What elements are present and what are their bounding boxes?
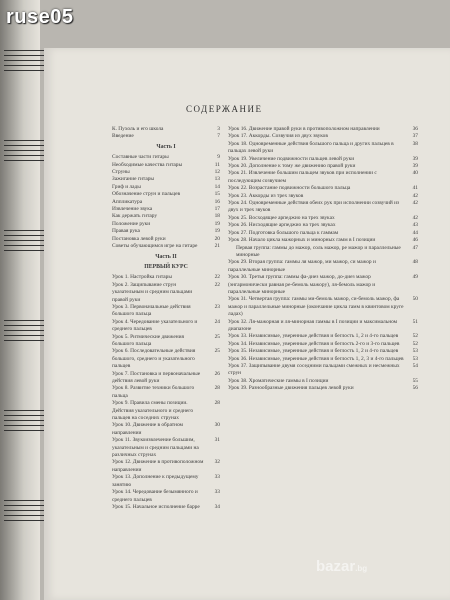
toc-entry <box>112 504 220 511</box>
toc-entry <box>112 154 220 161</box>
music-staff <box>4 230 48 252</box>
toc-entry-page: 19 <box>214 228 220 235</box>
toc-entry <box>228 170 418 185</box>
toc-entry-title: Обозначение струн и пальцев <box>112 191 181 198</box>
toc-entry <box>112 206 220 213</box>
toc-entry-page: 3 <box>217 126 220 132</box>
toc-entry-page: 32 <box>214 459 220 466</box>
toc-entry-page: 39 <box>412 163 418 170</box>
music-staff <box>4 500 48 522</box>
toc-entry <box>112 191 220 198</box>
toc-entry-title: Урок 27. Подготовка большого пальца к гаммам <box>228 229 339 236</box>
toc-entry-title: Извлечение звука <box>112 206 153 213</box>
toc-entry-title: Положение руки <box>112 220 151 227</box>
toc-entry-title: Зажигание гитары <box>112 176 155 183</box>
toc-entry-page: 19 <box>214 220 220 227</box>
toc-entry <box>112 126 220 133</box>
toc-entry-title: Составные части гитары <box>112 154 169 161</box>
toc-entry <box>228 333 418 340</box>
toc-entry-title: Урок 10. Движение в обратном направлении <box>112 422 183 436</box>
music-staff <box>4 140 48 162</box>
toc-entry <box>112 474 220 489</box>
toc-entry-title: Урок 4. Чередование указательного и среднего пальцев <box>112 318 198 333</box>
toc-entry-title: Урок 6. Последовательные действия большого, среднего и указательного пальцев <box>112 348 196 370</box>
toc-entry <box>112 348 220 370</box>
toc-entry-title: Урок 3. Первоначальные действия большого пальца <box>112 303 191 318</box>
toc-entry-page: 42 <box>412 200 418 207</box>
toc-entry <box>228 215 418 222</box>
toc-entry <box>228 185 418 192</box>
toc-entry <box>112 282 220 304</box>
toc-entry <box>228 193 418 200</box>
toc-entry <box>112 162 220 169</box>
sheet-music-fragment <box>4 40 48 560</box>
toc-entry-page: 43 <box>412 222 418 229</box>
toc-entry-page: 51 <box>412 318 418 325</box>
toc-entry <box>112 459 220 474</box>
toc-entry-page: 37 <box>412 133 418 140</box>
toc-entry <box>228 200 418 215</box>
toc-entry <box>112 385 220 400</box>
toc-entry-title: Как держать гитару <box>112 213 158 220</box>
toc-entry-page: 17 <box>214 206 220 213</box>
toc-entry-page: 38 <box>412 140 418 147</box>
toc-entry-page: 49 <box>412 274 418 281</box>
toc-entry <box>228 141 418 156</box>
toc-entry-title: Урок 31. Четвертая группа: гаммы ми-бемоль мажор, си-бемоль мажор, фа мажор и параллельные минорные (окончание цикла гамм в квинтовом круге ладах) <box>228 296 404 318</box>
toc-entry-page: 20 <box>214 235 220 242</box>
toc-entry-title: Урок 15. Начальное исполнение барре <box>112 503 200 510</box>
toc-entry-page: 9 <box>217 154 220 161</box>
section-heading: Часть I <box>156 143 176 150</box>
toc-entry-title: Урок 12. Движение в противоположном направлении <box>112 459 204 473</box>
toc-entry-page: 48 <box>412 259 418 266</box>
toc-entry <box>228 356 418 363</box>
toc-entry-title: Введение <box>112 133 134 140</box>
toc-entry-page: 55 <box>412 377 418 384</box>
toc-entry <box>112 133 220 140</box>
toc-entry-title: Урок 35. Независимые, уверенные действия и беглость 1, 2 и 4-го пальцев <box>228 348 399 355</box>
toc-entry-page: 21 <box>214 243 220 250</box>
toc-entry-title: Урок 36. Независимые, уверенные действия и беглость 1, 2, 3 и 4-го пальцев <box>228 355 404 362</box>
section-heading: ПЕРВЫЙ КУРС <box>144 263 188 270</box>
toc-entry-page: 25 <box>214 348 220 355</box>
toc-entry <box>112 228 220 235</box>
toc-entry-page: 50 <box>412 296 418 303</box>
toc-entry-page: 22 <box>214 281 220 288</box>
toc-entry-title: Урок 29. Вторая группа: гаммы ля мажор, ми мажор, си мажор и параллельные минорные <box>228 259 376 273</box>
toc-entry-page: 40 <box>412 170 418 177</box>
toc-entry-page: 7 <box>217 133 220 140</box>
toc-entry-page: 34 <box>214 503 220 510</box>
toc-entry-title: Урок 25. Восходящее арпеджио на трех звуках <box>228 214 335 221</box>
toc-entry-title: Урок 16. Движение правой руки в противоположном направлении <box>228 126 380 132</box>
toc-entry-page: 15 <box>214 191 220 198</box>
toc-entry <box>112 243 220 250</box>
toc-entry-page: 26 <box>214 370 220 377</box>
toc-entry-title: Урок 23. Аккорды из трех звуков <box>228 192 304 199</box>
toc-entry <box>228 222 418 229</box>
toc-entry-page: 18 <box>214 213 220 220</box>
toc-entry-title: Урок 28. Начало цикла мажорных и минорных гамм в I позиции <box>228 237 376 244</box>
toc-entry-title: Урок 30. Третья группа: гаммы фа-диез мажор, до-диез мажор (энгармонически равная ре-бемоль мажору), ля-бемоль мажор и параллельные минорные <box>228 274 376 295</box>
toc-entry <box>228 126 418 133</box>
toc-entry-page: 23 <box>214 303 220 310</box>
toc-entry-title: Урок 34. Независимые, уверенные действия и беглость 2-го и 3-го пальцев <box>228 340 400 347</box>
toc-entry <box>112 274 220 281</box>
music-staff <box>4 320 48 342</box>
toc-entry-title: Урок 17. Аккорды. Созвучия из двух звуков <box>228 133 328 140</box>
site-watermark-tld: .bg <box>355 564 368 573</box>
toc-entry <box>112 221 220 228</box>
toc-entry-title: Урок 33. Независимые, уверенные действия и беглость 1, 2 и 4-го пальцев <box>228 333 399 340</box>
toc-left-column <box>112 126 220 511</box>
toc-entry-page: 41 <box>412 185 418 192</box>
toc-entry-title: Необходимые качества гитары <box>112 161 183 168</box>
toc-entry <box>112 400 220 422</box>
toc-entry-page: 56 <box>412 385 418 392</box>
toc-entry-title: Урок 24. Одновременные действия обеих рук при исполнении созвучий из двух и трех звуков <box>228 200 400 214</box>
toc-entry <box>112 169 220 176</box>
toc-entry-title: Урок 8. Развитие техники большого пальца <box>112 385 195 399</box>
section-heading: Часть II <box>155 253 177 260</box>
toc-entry-page: 16 <box>214 198 220 205</box>
toc-entry <box>228 319 418 334</box>
toc-right-column <box>228 126 418 393</box>
toc-entry-page: 44 <box>412 229 418 236</box>
toc-entry-title: К. Пухоль и его школа <box>112 126 164 132</box>
toc-entry <box>112 176 220 183</box>
toc-entry <box>112 236 220 243</box>
toc-entry-title: Первая группа: гаммы до мажор, соль мажор, ре мажор и параллельные минорные <box>236 244 401 258</box>
toc-entry-page: 52 <box>412 340 418 347</box>
toc-entry-page: 52 <box>412 333 418 340</box>
toc-entry-page: 54 <box>412 363 418 369</box>
toc-entry-title: Гриф и лады <box>112 183 141 190</box>
toc-entry <box>112 213 220 220</box>
toc-entry-page: 47 <box>412 244 418 251</box>
toc-entry-page: 39 <box>412 155 418 162</box>
toc-entry <box>228 348 418 355</box>
toc-entry-page: 53 <box>412 348 418 355</box>
toc-entry-title: Урок 13. Дополнение к предыдущему занятию <box>112 474 199 488</box>
toc-entry <box>228 156 418 163</box>
toc-entry-title: Правая рука <box>112 228 140 235</box>
toc-entry-page: 46 <box>412 237 418 244</box>
music-staff <box>4 50 48 72</box>
toc-entry <box>228 274 418 296</box>
toc-entry-title: Урок 32. Ля-мажорная и ля-минорная гаммы в I позиции и максимальном диапазоне <box>228 318 398 332</box>
toc-entry-page: 24 <box>214 318 220 325</box>
toc-entry-page: 42 <box>412 192 418 199</box>
toc-entry-page: 14 <box>214 183 220 190</box>
toc-entry <box>228 230 418 237</box>
toc-entry <box>228 385 418 392</box>
toc-entry-page: 13 <box>214 176 220 183</box>
toc-entry-page: 28 <box>214 385 220 392</box>
site-watermark-name: bazar <box>316 558 356 575</box>
toc-entry-page: 11 <box>214 161 220 168</box>
toc-entry-page: 33 <box>214 489 220 496</box>
toc-entry <box>228 296 418 318</box>
music-staff <box>4 410 48 432</box>
toc-entry-page: 22 <box>214 274 220 281</box>
toc-entry-title: Урок 22. Возрастание подвижности большого пальца <box>228 185 351 192</box>
toc-entry <box>112 489 220 504</box>
page-title: СОДЕРЖАНИЕ <box>186 104 263 114</box>
site-watermark <box>316 558 367 575</box>
toc-entry-title: Урок 18. Одновременные действия большого пальца и других пальцев в пальцах левой руки <box>228 140 394 155</box>
toc-entry <box>228 363 418 378</box>
toc-entry-title: Советы обучающимся игре на гитаре <box>112 243 198 250</box>
toc-entry <box>228 259 418 274</box>
toc-entry-title: Струны <box>112 169 130 176</box>
toc-entry-title: Урок 26. Нисходящие арпеджио на трех звуках <box>228 222 336 229</box>
toc-entry <box>228 133 418 140</box>
toc-entry-page: 36 <box>412 126 418 132</box>
toc-entry-title: Урок 37. Защипывание двумя соседними пальцами смежных и несмежных струн <box>228 363 400 377</box>
toc-entry-title: Урок 39. Разнообразные движения пальцев левой руки <box>228 385 354 392</box>
toc-entry-title: Урок 19. Увеличение подвижности пальцев левой руки <box>228 155 355 162</box>
toc-entry-title: Урок 14. Чередование безымянного и среднего пальцев <box>112 489 198 503</box>
toc-entry-title: Урок 38. Хроматические гаммы в I позиции <box>228 377 329 384</box>
toc-entry <box>112 422 220 437</box>
toc-entry-page: 12 <box>214 169 220 176</box>
toc-entry-page: 33 <box>214 474 220 481</box>
toc-entry-title: Урок 1. Настройка гитары <box>112 274 172 281</box>
toc-entry-title: Постановка левой руки <box>112 235 166 242</box>
toc-entry-title: Урок 9. Правила смены позиции. Действия указательного и среднего пальцев на соседних струнах <box>112 400 194 422</box>
toc-entry <box>112 319 220 334</box>
toc-entry-title: Урок 7. Постановка и первоначальные действия левой руки <box>112 370 201 384</box>
toc-entry-title: Урок 21. Извлечение большим пальцем звуков при исполнении с последующим созвучием <box>228 170 377 184</box>
toc-entry-page: 53 <box>412 355 418 362</box>
toc-entry-page: 28 <box>214 400 220 407</box>
toc-entry <box>112 199 220 206</box>
toc-entry-page: 25 <box>214 333 220 340</box>
toc-entry-title: Урок 2. Защипывание струн указательным и средним пальцами правой руки <box>112 281 193 303</box>
toc-entry <box>112 334 220 349</box>
toc-entry <box>112 371 220 386</box>
toc-entry <box>228 237 418 244</box>
toc-entry-page: 30 <box>214 422 220 429</box>
toc-entry-title: Урок 5. Ритмические движения большого пальца <box>112 333 184 347</box>
toc-entry-page: 31 <box>214 437 220 444</box>
seller-watermark: ruse05 <box>6 6 74 28</box>
toc-entry-page: 42 <box>412 214 418 221</box>
toc-entry <box>112 437 220 459</box>
toc-entry-title: Урок 11. Звукоизвлечение большим, указательным и средним пальцами на различных струнах <box>112 437 199 459</box>
toc-entry <box>228 245 418 260</box>
toc-entry-title: Урок 20. Дополнение к тому же движению правой руки <box>228 163 356 170</box>
toc-entry <box>112 304 220 319</box>
toc-entry-title: Аппликатура <box>112 198 143 205</box>
